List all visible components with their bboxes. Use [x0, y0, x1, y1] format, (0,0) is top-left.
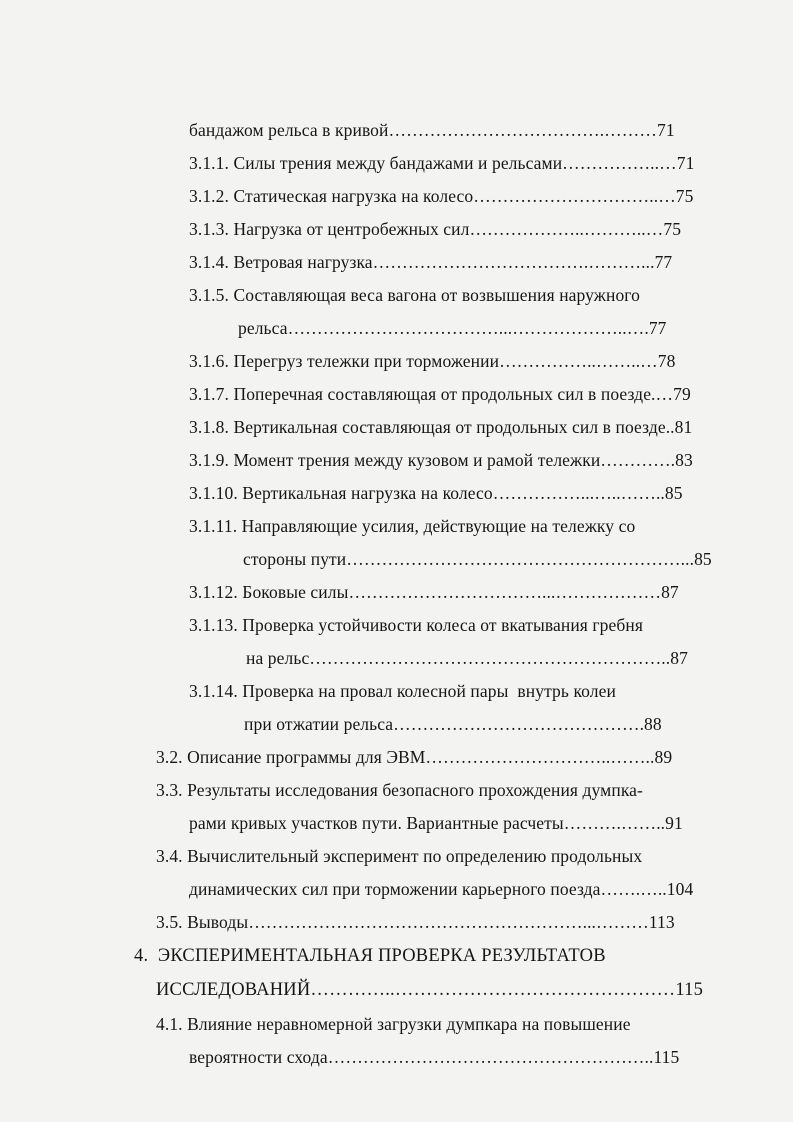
toc-line: 3.1.9. Момент трения между кузовом и рамой тележки………….83	[189, 450, 693, 470]
toc-line: 3.1.7. Поперечная составляющая от продольных сил в поезде.…79	[189, 384, 691, 404]
toc-line: на рельс……………………………………………………..87	[246, 648, 688, 668]
toc-chapter-heading: ИССЛЕДОВАНИЙ…………..………………………………………115	[156, 980, 704, 1000]
toc-line: 3.1.14. Проверка на провал колесной пары внутрь колеи	[189, 681, 616, 701]
toc-line: 3.5. Выводы…………………………………………………...………113	[156, 912, 675, 932]
toc-line: 3.1.4. Ветровая нагрузка……………………………….………...77	[189, 252, 673, 272]
toc-chapter-heading: 4. ЭКСПЕРИМЕНТАЛЬНАЯ ПРОВЕРКА РЕЗУЛЬТАТОВ	[134, 946, 606, 966]
toc-line: 3.1.1. Силы трения между бандажами и рельсами……………..…71	[189, 153, 695, 173]
toc-line: 3.1.13. Проверка устойчивости колеса от вкатывания гребня	[189, 615, 644, 635]
toc-line: 3.1.6. Перегруз тележки при торможении……………..……..…78	[189, 351, 676, 371]
toc-line: вероятности схода………………………………………………..115	[189, 1047, 680, 1067]
toc-line: 3.2. Описание программы для ЭВМ…………………………..……..89	[156, 747, 673, 767]
toc-line: 3.3. Результаты исследования безопасного прохождения думпка-	[156, 780, 643, 800]
toc-line: 3.1.5. Составляющая веса вагона от возвышения наружного	[189, 285, 640, 305]
toc-line: бандажом рельса в кривой……………………………….………71	[189, 120, 675, 140]
toc-line: 3.1.10. Вертикальная нагрузка на колесо……………...…..……..85	[189, 483, 683, 503]
toc-line: 3.1.2. Статическая нагрузка на колесо…………………………..…75	[189, 186, 694, 206]
toc-line: рами кривых участков пути. Вариантные расчеты……….……..91	[189, 813, 683, 833]
toc-line: 4.1. Влияние неравномерной загрузки думпкара на повышение	[156, 1014, 631, 1034]
toc-line: рельса………………………………...………………..….77	[238, 318, 667, 338]
toc-line: при отжатии рельса…………………………………….88	[244, 714, 662, 734]
toc-line: 3.1.12. Боковые силы……………………………...………………87	[189, 582, 679, 602]
toc-line: 3.1.8. Вертикальная составляющая от продольных сил в поезде..81	[189, 417, 693, 437]
toc-line: 3.1.11. Направляющие усилия, действующие на тележку со	[189, 516, 636, 536]
toc-line: динамических сил при торможении карьерного поезда…….…..104	[189, 879, 694, 899]
toc-line: 3.1.3. Нагрузка от центробежных сил………………..………..…75	[189, 219, 682, 239]
toc-line: 3.4. Вычислительный эксперимент по определению продольных	[156, 846, 643, 866]
toc-line: стороны пути…………………………………………………...85	[243, 549, 712, 569]
